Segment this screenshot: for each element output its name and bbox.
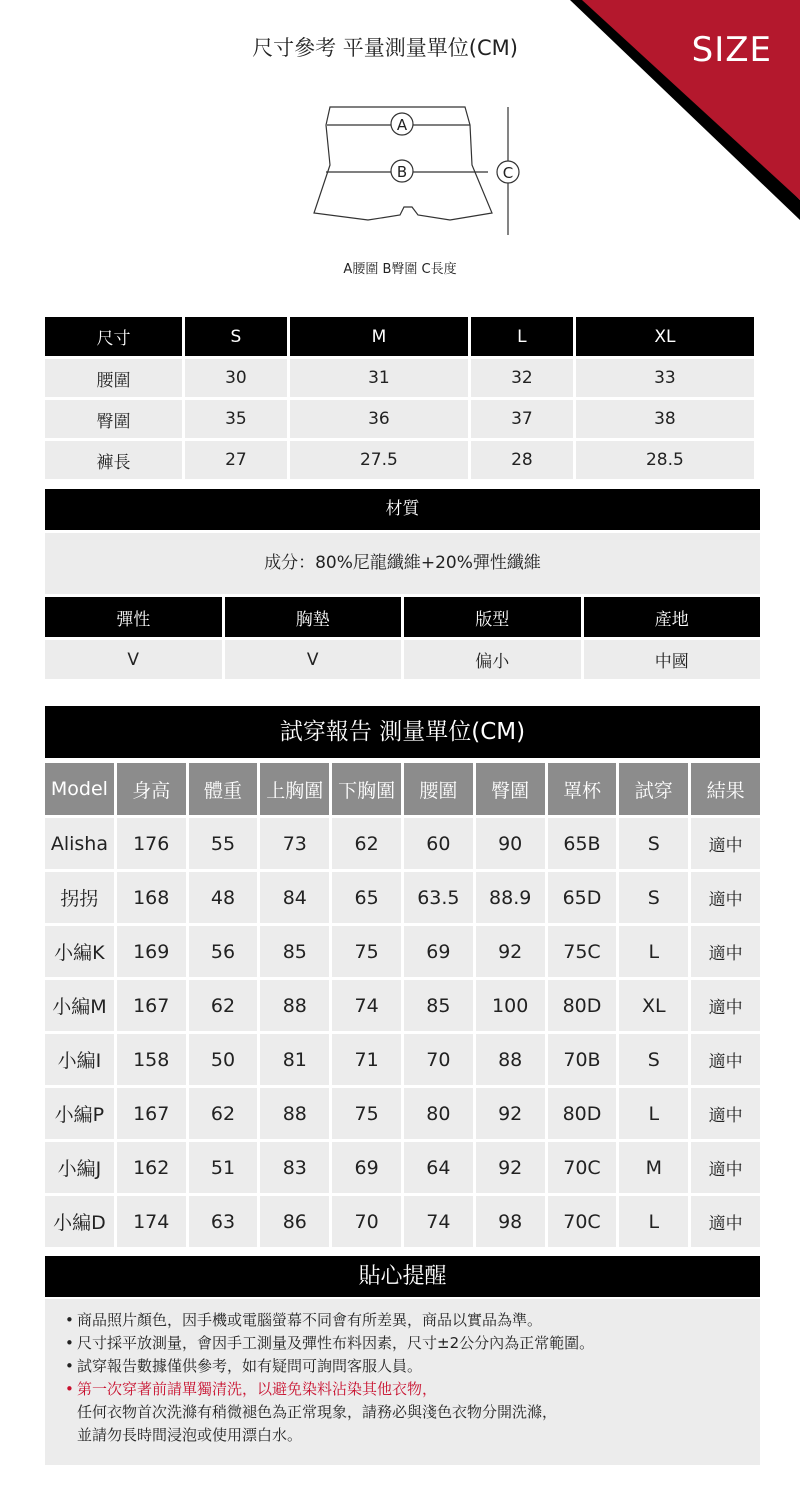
header-cell: S bbox=[185, 317, 287, 356]
size-table bbox=[42, 317, 757, 479]
cell: 35 bbox=[185, 397, 287, 438]
fit-result: 適中 bbox=[691, 1034, 760, 1085]
header-cell: 腰圍 bbox=[404, 763, 473, 815]
table-row bbox=[45, 980, 760, 1031]
cell: 60 bbox=[404, 818, 473, 869]
cell: 63 bbox=[189, 1196, 258, 1247]
table-row bbox=[45, 637, 760, 679]
cell: 62 bbox=[189, 980, 258, 1031]
cell: 28 bbox=[471, 438, 573, 479]
header-cell: 體重 bbox=[189, 763, 258, 815]
cell: 174 bbox=[117, 1196, 186, 1247]
cell: 56 bbox=[189, 926, 258, 977]
cell: 81 bbox=[260, 1034, 329, 1085]
cell: 85 bbox=[404, 980, 473, 1031]
cell: 80D bbox=[548, 1088, 617, 1139]
cell: 70B bbox=[548, 1034, 617, 1085]
cell: L bbox=[619, 1088, 688, 1139]
cell: 75 bbox=[332, 926, 401, 977]
table-row bbox=[45, 356, 754, 397]
cell: 80 bbox=[404, 1088, 473, 1139]
cell: 85 bbox=[260, 926, 329, 977]
table-row bbox=[45, 872, 760, 923]
header-cell: Model bbox=[45, 763, 114, 815]
cell: XL bbox=[619, 980, 688, 1031]
row-label: 臀圍 bbox=[45, 397, 182, 438]
header-cell: 下胸圍 bbox=[332, 763, 401, 815]
model-name: 小編K bbox=[45, 926, 114, 977]
cell: 30 bbox=[185, 356, 287, 397]
attributes-header bbox=[45, 597, 760, 637]
cell: 28.5 bbox=[576, 438, 754, 479]
model-name: 小編I bbox=[45, 1034, 114, 1085]
tips-box bbox=[45, 1299, 760, 1465]
fit-report-table bbox=[42, 760, 763, 1250]
material-body: 成分：80%尼龍纖維+20%彈性纖維 bbox=[45, 533, 760, 594]
tip-item: • 試穿報告數據僅供參考，如有疑問可詢問客服人員。 bbox=[65, 1355, 760, 1378]
cell: 71 bbox=[332, 1034, 401, 1085]
cell: 70 bbox=[332, 1196, 401, 1247]
fit-result: 適中 bbox=[691, 872, 760, 923]
cell: 92 bbox=[476, 1088, 545, 1139]
cell: 92 bbox=[476, 926, 545, 977]
table-row bbox=[45, 438, 754, 479]
fit-result: 適中 bbox=[691, 980, 760, 1031]
cell: 70C bbox=[548, 1196, 617, 1247]
attributes-table bbox=[42, 597, 763, 679]
tip-item: • 尺寸採平放測量，會因手工測量及彈性布料因素，尺寸±2公分內為正常範圍。 bbox=[65, 1332, 760, 1355]
cell: 51 bbox=[189, 1142, 258, 1193]
header-cell: 罩杯 bbox=[548, 763, 617, 815]
cell: 36 bbox=[290, 397, 468, 438]
cell: 83 bbox=[260, 1142, 329, 1193]
table-row bbox=[45, 1196, 760, 1247]
size-badge: SIZE bbox=[691, 30, 772, 70]
fit-result: 適中 bbox=[691, 1142, 760, 1193]
cell: 84 bbox=[260, 872, 329, 923]
cell: 88.9 bbox=[476, 872, 545, 923]
cell: 69 bbox=[404, 926, 473, 977]
table-row bbox=[45, 397, 754, 438]
cell: 63.5 bbox=[404, 872, 473, 923]
fit-result: 適中 bbox=[691, 1088, 760, 1139]
cell: 69 bbox=[332, 1142, 401, 1193]
row-label: 腰圍 bbox=[45, 356, 182, 397]
cell: 167 bbox=[117, 1088, 186, 1139]
cell: 中國 bbox=[584, 637, 761, 679]
cell: 168 bbox=[117, 872, 186, 923]
cell: 48 bbox=[189, 872, 258, 923]
cell: 158 bbox=[117, 1034, 186, 1085]
cell: 33 bbox=[576, 356, 754, 397]
label-c: C bbox=[502, 164, 514, 182]
cell: 70C bbox=[548, 1142, 617, 1193]
cell: 50 bbox=[189, 1034, 258, 1085]
cell: 70 bbox=[404, 1034, 473, 1085]
tip-warning-cont: 任何衣物首次洗滌有稍微褪色為正常現象，請務必與淺色衣物分開洗滌， bbox=[77, 1403, 558, 1421]
table-row bbox=[45, 1034, 760, 1085]
cell: 169 bbox=[117, 926, 186, 977]
cell: S bbox=[619, 872, 688, 923]
cell: 75 bbox=[332, 1088, 401, 1139]
tips-title: 貼心提醒 bbox=[45, 1256, 760, 1297]
table-row bbox=[45, 1088, 760, 1139]
model-name: Alisha bbox=[45, 818, 114, 869]
cell: 162 bbox=[117, 1142, 186, 1193]
header-cell: 試穿 bbox=[619, 763, 688, 815]
cell: V bbox=[225, 637, 402, 679]
header-cell: 結果 bbox=[691, 763, 760, 815]
cell: 27.5 bbox=[290, 438, 468, 479]
header-cell: 產地 bbox=[584, 597, 761, 637]
tip-warning-cont: 並請勿長時間浸泡或使用漂白水。 bbox=[77, 1426, 303, 1444]
tip-warning: • 第一次穿著前請單獨清洗，以避免染料沾染其他衣物， bbox=[65, 1378, 760, 1401]
cell: 74 bbox=[332, 980, 401, 1031]
cell: V bbox=[45, 637, 222, 679]
header-cell: M bbox=[290, 317, 468, 356]
table-row bbox=[45, 818, 760, 869]
cell: 74 bbox=[404, 1196, 473, 1247]
row-label: 褲長 bbox=[45, 438, 182, 479]
diagram-legend: A腰圍 B臀圍 C長度 bbox=[343, 262, 457, 277]
cell: 92 bbox=[476, 1142, 545, 1193]
cell: 88 bbox=[260, 980, 329, 1031]
cell: 80D bbox=[548, 980, 617, 1031]
cell: 65B bbox=[548, 818, 617, 869]
cell: 62 bbox=[332, 818, 401, 869]
cell: 86 bbox=[260, 1196, 329, 1247]
header-cell: 版型 bbox=[404, 597, 581, 637]
cell: 98 bbox=[476, 1196, 545, 1247]
cell: 167 bbox=[117, 980, 186, 1031]
cell: 64 bbox=[404, 1142, 473, 1193]
header-cell: XL bbox=[576, 317, 754, 356]
cell: 32 bbox=[471, 356, 573, 397]
header-cell: 上胸圍 bbox=[260, 763, 329, 815]
cell: 62 bbox=[189, 1088, 258, 1139]
fit-report-header bbox=[45, 763, 760, 815]
header-cell: 臀圍 bbox=[476, 763, 545, 815]
table-row bbox=[45, 1142, 760, 1193]
page-title: 尺寸參考 平量測量單位(CM) bbox=[252, 36, 518, 60]
model-name: 小編P bbox=[45, 1088, 114, 1139]
label-a: A bbox=[396, 116, 408, 134]
model-name: 小編M bbox=[45, 980, 114, 1031]
fit-result: 適中 bbox=[691, 818, 760, 869]
cell: 27 bbox=[185, 438, 287, 479]
model-name: 小編D bbox=[45, 1196, 114, 1247]
table-row bbox=[45, 926, 760, 977]
cell: 73 bbox=[260, 818, 329, 869]
cell: 偏小 bbox=[404, 637, 581, 679]
tip-item: • 商品照片顏色，因手機或電腦螢幕不同會有所差異，商品以實品為準。 bbox=[65, 1309, 760, 1332]
cell: 37 bbox=[471, 397, 573, 438]
cell: L bbox=[619, 1196, 688, 1247]
cell: 75C bbox=[548, 926, 617, 977]
size-table-header bbox=[45, 317, 754, 356]
cell: 65D bbox=[548, 872, 617, 923]
model-name: 拐拐 bbox=[45, 872, 114, 923]
header-cell: 胸墊 bbox=[225, 597, 402, 637]
cell: 55 bbox=[189, 818, 258, 869]
material-title: 材質 bbox=[45, 489, 760, 530]
header-cell: 尺寸 bbox=[45, 317, 182, 356]
model-name: 小編J bbox=[45, 1142, 114, 1193]
cell: L bbox=[619, 926, 688, 977]
fit-result: 適中 bbox=[691, 926, 760, 977]
cell: 88 bbox=[476, 1034, 545, 1085]
fit-report-title: 試穿報告 測量單位(CM) bbox=[45, 706, 760, 758]
cell: 88 bbox=[260, 1088, 329, 1139]
fit-result: 適中 bbox=[691, 1196, 760, 1247]
cell: 38 bbox=[576, 397, 754, 438]
cell: 176 bbox=[117, 818, 186, 869]
header-cell: 身高 bbox=[117, 763, 186, 815]
header-cell: 彈性 bbox=[45, 597, 222, 637]
cell: S bbox=[619, 1034, 688, 1085]
cell: 90 bbox=[476, 818, 545, 869]
cell: S bbox=[619, 818, 688, 869]
label-b: B bbox=[396, 163, 408, 181]
cell: 31 bbox=[290, 356, 468, 397]
cell: M bbox=[619, 1142, 688, 1193]
cell: 100 bbox=[476, 980, 545, 1031]
shorts-diagram bbox=[300, 95, 530, 255]
header-cell: L bbox=[471, 317, 573, 356]
cell: 65 bbox=[332, 872, 401, 923]
